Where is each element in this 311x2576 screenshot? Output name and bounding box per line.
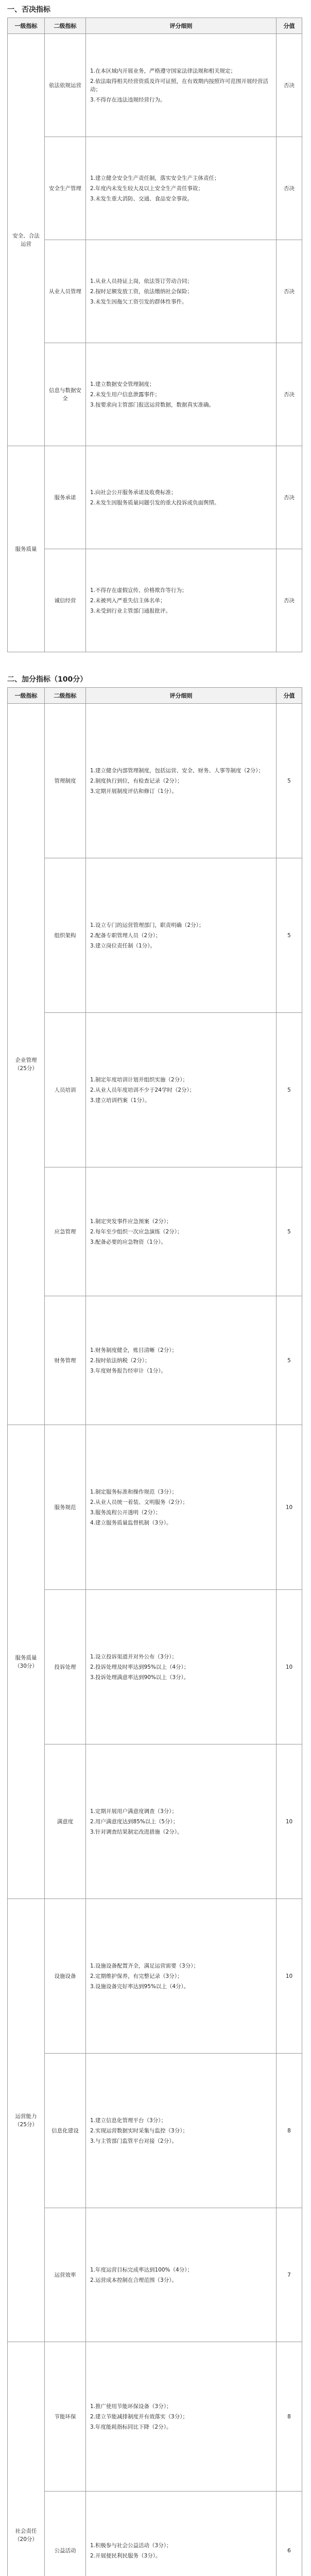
- scoring-rule-line: 2.实现运营数据实时采集与监控（3分）；: [90, 2127, 188, 2134]
- scoring-rule-line: 3.设施设备完好率达到95%以上（4分）。: [90, 1983, 189, 1990]
- score-cell: 5: [277, 1013, 302, 1167]
- scoring-rules-cell: [86, 1167, 277, 1296]
- primary-indicator-cell: 社会责任（20分）: [8, 2342, 45, 2576]
- scoring-rule-line: 4.建立服务质量监督机制（3分）。: [90, 1519, 172, 1526]
- scoring-rule-line: 2.配备专职管理人员（2分）；: [90, 932, 161, 939]
- secondary-indicator-cell: 应急管理: [45, 1167, 86, 1296]
- scoring-rules-cell: [86, 549, 277, 652]
- score-cell: 5: [277, 858, 302, 1013]
- column-header: 评分细则: [86, 18, 277, 34]
- score-cell: 8: [277, 2342, 302, 2492]
- scoring-rule-line: 3.配备必要的应急物资（1分）。: [90, 1239, 166, 1245]
- scoring-rule-line: 1.建立健全内部管理制度，包括运营、安全、财务、人事等制度（2分）；: [90, 767, 264, 774]
- scoring-rule-line: 2.从业人员年度培训不少于24学时（2分）；: [90, 1087, 195, 1093]
- scoring-rule-line: 3.年度财务报告经审计（1分）。: [90, 1367, 166, 1374]
- scoring-rule-line: 3.定期开展制度评估和修订（1分）。: [90, 788, 177, 794]
- table-row: [8, 1744, 302, 1899]
- score-cell: 8: [277, 2054, 302, 2208]
- scoring-rule-line: 3.按要求向主管部门报送运营数据，数据真实准确。: [90, 401, 215, 408]
- score-cell: 否决: [277, 549, 302, 652]
- score-cell: 10: [277, 1590, 302, 1744]
- table-row: [8, 1899, 302, 2054]
- score-cell: 否决: [277, 446, 302, 549]
- scoring-rule-line: 1.设施设备配置齐全，满足运营需要（3分）；: [90, 1962, 199, 1969]
- scoring-rules-cell: [86, 704, 277, 858]
- scoring-rule-line: 3.建立岗位责任制（1分）。: [90, 942, 156, 949]
- primary-indicator-cell: 企业管理（25分）: [8, 704, 45, 1425]
- column-header: 一级指标: [8, 18, 45, 34]
- secondary-indicator-cell: 管理制度: [45, 704, 86, 858]
- scoring-rule-line: 2.未被列入严重失信主体名单；: [90, 597, 166, 604]
- score-cell: 否决: [277, 34, 302, 137]
- secondary-indicator-cell: 财务管理: [45, 1296, 86, 1425]
- table-row: [8, 549, 302, 652]
- secondary-indicator-cell: 设施设备: [45, 1899, 86, 2054]
- scoring-rules-cell: [86, 343, 277, 446]
- secondary-indicator-cell: 组织架构: [45, 858, 86, 1013]
- scoring-rule-line: 3.投诉处理满意率达到90%以上（3分）。: [90, 1674, 189, 1681]
- scoring-rule-line: 3.服务流程公开透明（2分）；: [90, 1509, 161, 1516]
- table-row: [8, 2054, 302, 2208]
- secondary-indicator-cell: 公益活动: [45, 2492, 86, 2576]
- scoring-rule-line: 1.不得存在虚假宣传、价格欺诈等行为；: [90, 587, 187, 594]
- score-cell: 10: [277, 1899, 302, 2054]
- table-row: [8, 2208, 302, 2342]
- scoring-rule-line: 2.未发生用户信息泄露事件；: [90, 391, 161, 398]
- scoring-rules-cell: [86, 1296, 277, 1425]
- scoring-rule-line: 2.制度执行到位，有检查记录（2分）；: [90, 777, 183, 784]
- score-cell: 5: [277, 1167, 302, 1296]
- scoring-rule-line: 1.财务制度健全，账目清晰（2分）；: [90, 1347, 177, 1353]
- table-row: [8, 343, 302, 446]
- column-header: 一级指标: [8, 688, 45, 704]
- secondary-indicator-cell: 从业人员管理: [45, 240, 86, 343]
- primary-indicator-cell: 服务质量: [8, 446, 45, 652]
- scoring-rules-cell: [86, 1744, 277, 1899]
- scoring-rule-line: 1.设立专门的运营管理部门，职责明确（2分）；: [90, 922, 204, 928]
- score-cell: 10: [277, 1744, 302, 1899]
- bonus-indicators-table: [7, 687, 302, 2576]
- scoring-rule-line: 1.建立数据安全管理制度；: [90, 381, 155, 387]
- score-cell: 否决: [277, 240, 302, 343]
- scoring-rule-line: 1.向社会公开服务承诺及收费标准；: [90, 489, 177, 496]
- primary-indicator-cell: 运营能力（25分）: [8, 1899, 45, 2342]
- secondary-indicator-cell: 投诉处理: [45, 1590, 86, 1744]
- scoring-rules-cell: [86, 858, 277, 1013]
- column-header: 二级指标: [45, 688, 86, 704]
- table-row: [8, 1013, 302, 1167]
- table-row: [8, 1296, 302, 1425]
- scoring-rule-line: 1.建立健全安全生产责任制，落实安全生产主体责任；: [90, 175, 220, 181]
- section-title-bonus: 二、加分指标（100分）: [7, 675, 88, 684]
- table-row: [8, 240, 302, 343]
- table-row: [8, 1167, 302, 1296]
- secondary-indicator-cell: 信息与数据安全: [45, 343, 86, 446]
- scoring-rule-line: 3.针对调查结果制定改进措施（2分）。: [90, 1828, 183, 1835]
- secondary-indicator-cell: 节能环保: [45, 2342, 86, 2492]
- column-header: 二级指标: [45, 18, 86, 34]
- scoring-rule-line: 2.建立节能减排制度并有效落实（3分）；: [90, 2413, 188, 2420]
- scoring-rule-line: 2.用户满意度达到85%以上（5分）；: [90, 1818, 179, 1825]
- scoring-rule-line: 2.从业人员统一着装、文明服务（2分）；: [90, 1499, 188, 1505]
- scoring-rule-line: 1.积极参与社会公益活动（3分）；: [90, 2542, 172, 2549]
- scoring-rules-cell: [86, 34, 277, 137]
- table-row: [8, 34, 302, 137]
- scoring-rule-line: 1.推广使用节能环保设备（3分）；: [90, 2403, 172, 2410]
- table-header-row: [8, 688, 302, 704]
- scoring-rule-line: 1.制定服务标准和操作规范（3分）；: [90, 1488, 177, 1495]
- scoring-rules-cell: [86, 2054, 277, 2208]
- secondary-indicator-cell: 服务承诺: [45, 446, 86, 549]
- scoring-rule-line: 2.年度内未发生较大及以上安全生产责任事故；: [90, 185, 204, 192]
- score-cell: 10: [277, 1425, 302, 1590]
- score-cell: 5: [277, 1296, 302, 1425]
- table-row: [8, 137, 302, 240]
- scoring-rule-line: 2.依法取得相关经营资质及许可证照，在有效期内按照许可范围开展经营活动；: [90, 78, 269, 93]
- primary-indicator-cell: 服务质量（30分）: [8, 1425, 45, 1899]
- secondary-indicator-cell: 安全生产管理: [45, 137, 86, 240]
- scoring-rules-cell: [86, 2208, 277, 2342]
- score-cell: 否决: [277, 137, 302, 240]
- secondary-indicator-cell: 信息化建设: [45, 2054, 86, 2208]
- secondary-indicator-cell: 满意度: [45, 1744, 86, 1899]
- score-cell: 7: [277, 2208, 302, 2342]
- scoring-rules-cell: [86, 137, 277, 240]
- scoring-rule-line: 3.未受到行业主管部门通报批评。: [90, 607, 171, 614]
- table-row: [8, 2492, 302, 2576]
- score-cell: 6: [277, 2492, 302, 2576]
- scoring-rules-cell: [86, 1425, 277, 1590]
- scoring-rule-line: 2.运营成本控制在合理范围（3分）。: [90, 2277, 177, 2283]
- scoring-rule-line: 3.不得存在违法违规经营行为。: [90, 96, 166, 103]
- scoring-rules-cell: [86, 1590, 277, 1744]
- scoring-rule-line: 3.建立培训档案（1分）。: [90, 1097, 150, 1104]
- scoring-rules-cell: [86, 2342, 277, 2492]
- table-row: [8, 446, 302, 549]
- column-header: 分值: [277, 18, 302, 34]
- table-row: [8, 2342, 302, 2492]
- table-row: [8, 1425, 302, 1590]
- scoring-rule-line: 2.未发生因服务质量问题引发的重大投诉或负面舆情。: [90, 499, 220, 506]
- column-header: 评分细则: [86, 688, 277, 704]
- scoring-rule-line: 1.制定年度培训计划并组织实施（2分）；: [90, 1076, 188, 1083]
- scoring-rule-line: 2.开展便民利民服务（3分）。: [90, 2552, 161, 2559]
- secondary-indicator-cell: 运营效率: [45, 2208, 86, 2342]
- score-cell: 5: [277, 704, 302, 858]
- secondary-indicator-cell: 依法依规运营: [45, 34, 86, 137]
- scoring-rule-line: 3.未发生因拖欠工资引发的群体性事件。: [90, 298, 187, 305]
- scoring-rules-cell: [86, 240, 277, 343]
- section-title-veto: 一、否决指标: [7, 6, 50, 14]
- primary-indicator-cell: 安全、合法运营: [8, 34, 45, 446]
- secondary-indicator-cell: 人员培训: [45, 1013, 86, 1167]
- scoring-rule-line: 1.建立信息化管理平台（3分）；: [90, 2117, 166, 2124]
- scoring-rules-cell: [86, 446, 277, 549]
- scoring-rule-line: 3.年度能耗指标同比下降（2分）。: [90, 2424, 172, 2430]
- scoring-rule-line: 1.设立投诉渠道并对外公布（3分）；: [90, 1653, 177, 1660]
- scoring-rule-line: 2.定期维护保养，有完整记录（3分）；: [90, 1973, 183, 1979]
- secondary-indicator-cell: 服务规范: [45, 1425, 86, 1590]
- scoring-rule-line: 1.在本区域内开展业务，严格遵守国家法律法规和相关规定；: [90, 67, 236, 74]
- scoring-rule-line: 1.制定突发事件应急预案（2分）；: [90, 1218, 172, 1225]
- scoring-rules-cell: [86, 1899, 277, 2054]
- scoring-rule-line: 1.年度运营目标完成率达到100%（4分）；: [90, 2266, 193, 2273]
- column-header: 分值: [277, 688, 302, 704]
- score-cell: 否决: [277, 343, 302, 446]
- scoring-rule-line: 1.从业人员持证上岗，依法签订劳动合同；: [90, 278, 193, 284]
- table-row: [8, 858, 302, 1013]
- scoring-rule-line: 2.按时足额发放工资，依法缴纳社会保险；: [90, 288, 193, 295]
- table-row: [8, 704, 302, 858]
- scoring-rules-cell: [86, 1013, 277, 1167]
- scoring-rule-line: 1.定期开展用户满意度调查（3分）；: [90, 1808, 177, 1815]
- scoring-rules-cell: [86, 2492, 277, 2576]
- scoring-rule-line: 3.与主管部门监管平台对接（2分）。: [90, 2138, 177, 2144]
- veto-indicators-table: [7, 18, 302, 652]
- table-row: [8, 1590, 302, 1744]
- secondary-indicator-cell: 诚信经营: [45, 549, 86, 652]
- scoring-rule-line: 3.未发生重大消防、交通、食品安全事故。: [90, 195, 193, 202]
- scoring-rule-line: 2.投诉处理及时率达到95%以上（4分）；: [90, 1664, 189, 1670]
- scoring-rule-line: 2.每年至少组织一次应急演练（2分）；: [90, 1228, 183, 1235]
- scoring-rule-line: 2.按时依法纳税（2分）；: [90, 1357, 150, 1364]
- table-header-row: [8, 18, 302, 34]
